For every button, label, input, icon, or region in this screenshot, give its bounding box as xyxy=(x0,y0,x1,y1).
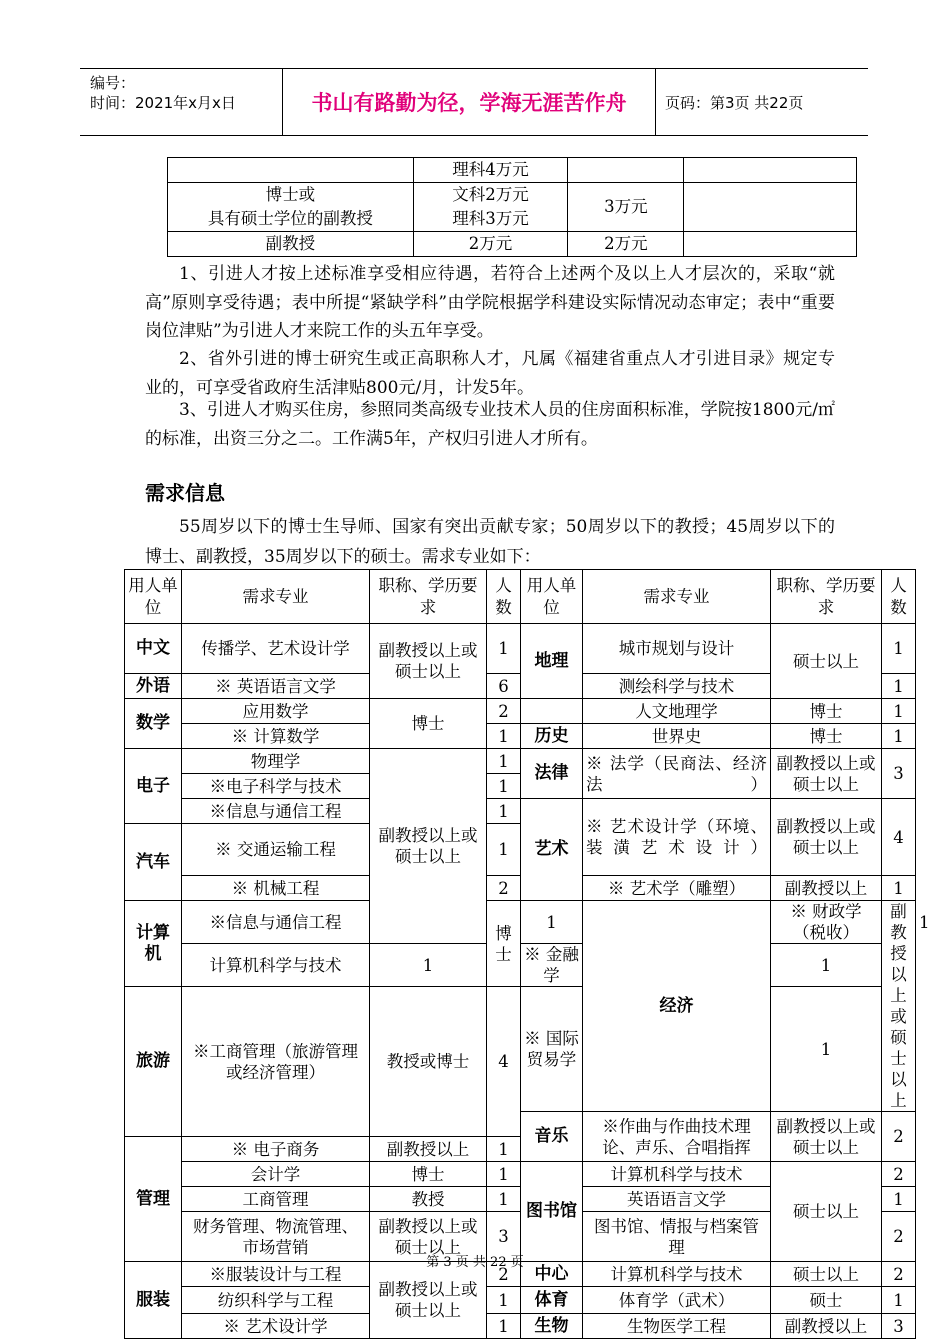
major-cell: ※ 国际贸易学 xyxy=(521,987,583,1112)
num-cell: 1 xyxy=(487,749,521,774)
major-cell: 传播学、艺术设计学 xyxy=(182,624,370,674)
date-label: 时间：2021年x月x日 xyxy=(90,94,236,112)
num-cell: 1 xyxy=(487,824,521,876)
table-row xyxy=(168,158,857,183)
req-cell: 教授或博士 xyxy=(370,987,487,1137)
table-cell: 3万元 xyxy=(568,183,684,232)
unit-cell: 音乐 xyxy=(521,1112,583,1162)
num-cell: 1 xyxy=(771,944,882,987)
num-cell: 4 xyxy=(487,987,521,1137)
major-cell: 纺织科学与工程 xyxy=(182,1287,370,1314)
req-cell: 副教授以上 xyxy=(370,1137,487,1162)
num-cell: 2 xyxy=(882,1262,916,1287)
header-num: 人数 xyxy=(487,570,521,624)
major-cell: ※ 交通运输工程 xyxy=(182,824,370,876)
unit-cell: 图书馆 xyxy=(521,1162,583,1262)
req-cell: 副教授以上或硕士以上 xyxy=(370,1212,487,1262)
num-cell: 2 xyxy=(487,699,521,724)
major-cell: ※工商管理（旅游管理或经济管理） xyxy=(182,987,370,1137)
table-row xyxy=(125,944,916,987)
table-cell xyxy=(684,183,857,232)
req-cell: 博士 xyxy=(771,699,882,724)
req-cell: 博士 xyxy=(370,699,487,749)
req-cell: 副教授以上或硕士以上 xyxy=(882,901,916,1112)
header-major: 需求专业 xyxy=(583,570,771,624)
req-cell: 硕士 xyxy=(771,1287,882,1314)
req-cell: 副教授以上或硕士以上 xyxy=(370,749,487,944)
major-cell: 计算机科学与技术 xyxy=(583,1262,771,1287)
num-cell: 1 xyxy=(487,1187,521,1212)
major-cell: ※ 英语语言文学 xyxy=(182,674,370,699)
unit-cell xyxy=(521,699,583,724)
req-cell: 硕士以上 xyxy=(771,1162,882,1262)
table-row xyxy=(125,799,916,824)
page-footer: 第 3 页 共 22 页 xyxy=(426,1255,524,1270)
num-cell: 1 xyxy=(882,1287,916,1314)
table-row: 计算机 ※信息与通信工程 博士 1 经济 ※ 财政学（税收） 副教授以上或硕士以上 1 xyxy=(125,901,916,944)
unit-cell: 艺术 xyxy=(521,799,583,901)
major-cell: 物理学 xyxy=(182,749,370,774)
table-cell xyxy=(413,183,568,232)
req-cell: 硕士以上 xyxy=(771,1262,882,1287)
req-cell: 副教授以上或硕士以上 xyxy=(771,1112,882,1162)
req-cell: 副教授以上 xyxy=(771,1314,882,1339)
table-cell xyxy=(168,158,414,183)
unit-cell: 管理 xyxy=(125,1137,182,1262)
salary-table xyxy=(167,157,857,257)
num-cell: 1 xyxy=(370,944,487,987)
num-cell: 1 xyxy=(487,1162,521,1187)
num-cell: 1 xyxy=(882,724,916,749)
num-cell: 1 xyxy=(882,1187,916,1212)
table-row xyxy=(125,987,916,1112)
num-cell: 1 xyxy=(882,674,916,699)
req-cell: 教授 xyxy=(370,1187,487,1212)
major-cell: ※信息与通信工程 xyxy=(182,901,370,944)
header-major: 需求专业 xyxy=(182,570,370,624)
table-row xyxy=(125,876,916,901)
unit-cell: 中文 xyxy=(125,624,182,674)
num-cell: 1 xyxy=(521,901,583,944)
num-cell: 4 xyxy=(882,799,916,876)
major-cell: 工商管理 xyxy=(182,1187,370,1212)
section-title: 需求信息 xyxy=(145,481,225,505)
num-cell: 2 xyxy=(882,1162,916,1187)
num-cell: 3 xyxy=(487,1212,521,1262)
num-cell: 1 xyxy=(487,1287,521,1314)
num-cell: 1 xyxy=(771,987,882,1112)
req-cell: 硕士以上 xyxy=(771,624,882,699)
major-cell: 会计学 xyxy=(182,1162,370,1187)
table-cell: 理科4万元 xyxy=(413,158,568,183)
table-cell xyxy=(168,183,414,232)
major-cell: 测绘科学与技术 xyxy=(583,674,771,699)
num-cell: 1 xyxy=(882,876,916,901)
table-row xyxy=(168,183,857,232)
demand-table xyxy=(124,569,930,1339)
major-cell: ※ 计算数学 xyxy=(182,724,370,749)
num-cell: 1 xyxy=(487,1314,521,1339)
major-cell: ※作曲与作曲技术理论、声乐、合唱指挥 xyxy=(583,1112,771,1162)
page-header xyxy=(80,68,868,136)
req-cell: 博士 xyxy=(487,901,521,987)
major-cell: ※ 法学（民商法、经济法） xyxy=(583,749,771,799)
unit-cell: 计算机 xyxy=(125,901,182,987)
unit-cell: 外语 xyxy=(125,674,182,699)
req-cell: 副教授以上或硕士以上 xyxy=(771,749,882,799)
major-cell: ※服装设计与工程 xyxy=(182,1262,370,1287)
unit-cell: 生物 xyxy=(521,1314,583,1339)
major-cell: ※ 艺术学（雕塑） xyxy=(583,876,771,901)
cell-line: 博士或 xyxy=(265,185,316,204)
header-page-info: 页码：第3页 共22页 xyxy=(665,93,804,112)
table-row xyxy=(125,1314,916,1339)
major-cell: 城市规划与设计 xyxy=(583,624,771,674)
major-cell: 体育学（武术） xyxy=(583,1287,771,1314)
num-cell: 3 xyxy=(882,1314,916,1339)
cell-line: 具有硕士学位的副教授 xyxy=(207,209,373,228)
table-cell: 副教授 xyxy=(168,232,414,257)
table-row xyxy=(168,232,857,257)
num-cell: 1 xyxy=(487,724,521,749)
major-cell: ※ 机械工程 xyxy=(182,876,370,901)
req-cell: 副教授以上或硕士以上 xyxy=(771,799,882,876)
num-cell: 1 xyxy=(487,624,521,674)
cell-line: 文科2万元 xyxy=(452,185,529,204)
number-label: 编号： xyxy=(90,74,136,92)
unit-cell: 汽车 xyxy=(125,824,182,901)
unit-cell: 法律 xyxy=(521,749,583,799)
num-cell: 2 xyxy=(882,1112,916,1162)
major-cell: 人文地理学 xyxy=(583,699,771,724)
header-req: 职称、学历要求 xyxy=(370,570,487,624)
req-cell: 副教授以上或硕士以上 xyxy=(370,624,487,699)
table-row xyxy=(125,749,916,774)
major-cell: 应用数学 xyxy=(182,699,370,724)
major-cell: 计算机科学与技术 xyxy=(583,1162,771,1187)
unit-cell: 电子 xyxy=(125,749,182,824)
unit-cell: 中心 xyxy=(521,1262,583,1287)
unit-cell: 经济 xyxy=(583,901,771,1112)
num-cell: 2 xyxy=(487,876,521,901)
unit-cell: 数学 xyxy=(125,699,182,749)
major-cell: 英语语言文学 xyxy=(583,1187,771,1212)
table-row xyxy=(125,1287,916,1314)
header-meta xyxy=(80,69,283,135)
major-cell: ※ 电子商务 xyxy=(182,1137,370,1162)
req-cell: 副教授以上或硕士以上 xyxy=(370,1262,487,1339)
major-cell: ※信息与通信工程 xyxy=(182,799,370,824)
major-cell: 世界史 xyxy=(583,724,771,749)
num-cell: 1 xyxy=(487,774,521,799)
major-cell: ※电子科学与技术 xyxy=(182,774,370,799)
demand-intro: 55周岁以下的博士生导师、国家有突出贡献专家；50周岁以下的教授；45周岁以下的博士、副教授，35周岁以下的硕士。需求专业如下： xyxy=(145,517,835,567)
table-cell xyxy=(568,158,684,183)
unit-cell: 服装 xyxy=(125,1262,182,1339)
num-cell: 1 xyxy=(487,1137,521,1162)
table-cell xyxy=(684,232,857,257)
num-cell: 1 xyxy=(882,624,916,674)
major-cell: ※ 金融学 xyxy=(521,944,583,987)
table-row xyxy=(125,724,916,749)
table-row xyxy=(125,624,916,674)
unit-cell: 体育 xyxy=(521,1287,583,1314)
major-cell: ※ 艺术设计学 xyxy=(182,1314,370,1339)
table-cell: 2万元 xyxy=(413,232,568,257)
note-paragraph-1: 1、引进人才按上述标准享受相应待遇，若符合上述两个及以上人才层次的，采取“就高”原则享受待遇；表中所提“紧缺学科”由学院根据学科建设实际情况动态审定；表中“重要岗位津贴”为引进人才来院工作的头五年享受。 xyxy=(145,264,835,341)
header-num: 人数 xyxy=(882,570,916,624)
unit-cell: 历史 xyxy=(521,724,583,749)
major-cell: 生物医学工程 xyxy=(583,1314,771,1339)
num-cell: 2 xyxy=(487,1262,521,1287)
major-cell: 财务管理、物流管理、市场营销 xyxy=(182,1212,370,1262)
major-cell: ※ 艺术设计学（环境、装潢艺术设计） xyxy=(583,799,771,876)
major-cell: 计算机科学与技术 xyxy=(182,944,370,987)
cell-line: 理科3万元 xyxy=(452,209,529,228)
header-unit: 用人单位 xyxy=(521,570,583,624)
unit-cell: 地理 xyxy=(521,624,583,699)
note-paragraph-3: 3、引进人才购买住房，参照同类高级专业技术人员的住房面积标准，学院按1800元/㎡的标准，出资三分之二。工作满5年，产权归引进人才所有。 xyxy=(145,400,835,449)
num-cell: 2 xyxy=(882,1212,916,1262)
table-row xyxy=(125,699,916,724)
req-cell: 副教授以上 xyxy=(771,876,882,901)
table-cell xyxy=(684,158,857,183)
header-motto: 书山有路勤为径，学海无涯苦作舟 xyxy=(283,69,656,135)
req-cell: 博士 xyxy=(771,724,882,749)
table-row xyxy=(125,1162,916,1187)
table-cell: 2万元 xyxy=(568,232,684,257)
num-cell: 1 xyxy=(487,799,521,824)
num-cell: 3 xyxy=(882,749,916,799)
note-paragraph-2: 2、省外引进的博士研究生或正高职称人才，凡属《福建省重点人才引进目录》规定专业的，可享受省政府生活津贴800元/月，计发5年。 xyxy=(145,349,835,398)
major-cell: ※ 财政学（税收） xyxy=(771,901,882,944)
major-cell: 图书馆、情报与档案管理 xyxy=(583,1212,771,1262)
table-header-row xyxy=(125,570,916,624)
unit-cell: 旅游 xyxy=(125,987,182,1137)
req-cell: 博士 xyxy=(370,1162,487,1187)
header-unit: 用人单位 xyxy=(125,570,182,624)
num-cell: 6 xyxy=(487,674,521,699)
header-req: 职称、学历要求 xyxy=(771,570,882,624)
num-cell: 1 xyxy=(882,699,916,724)
